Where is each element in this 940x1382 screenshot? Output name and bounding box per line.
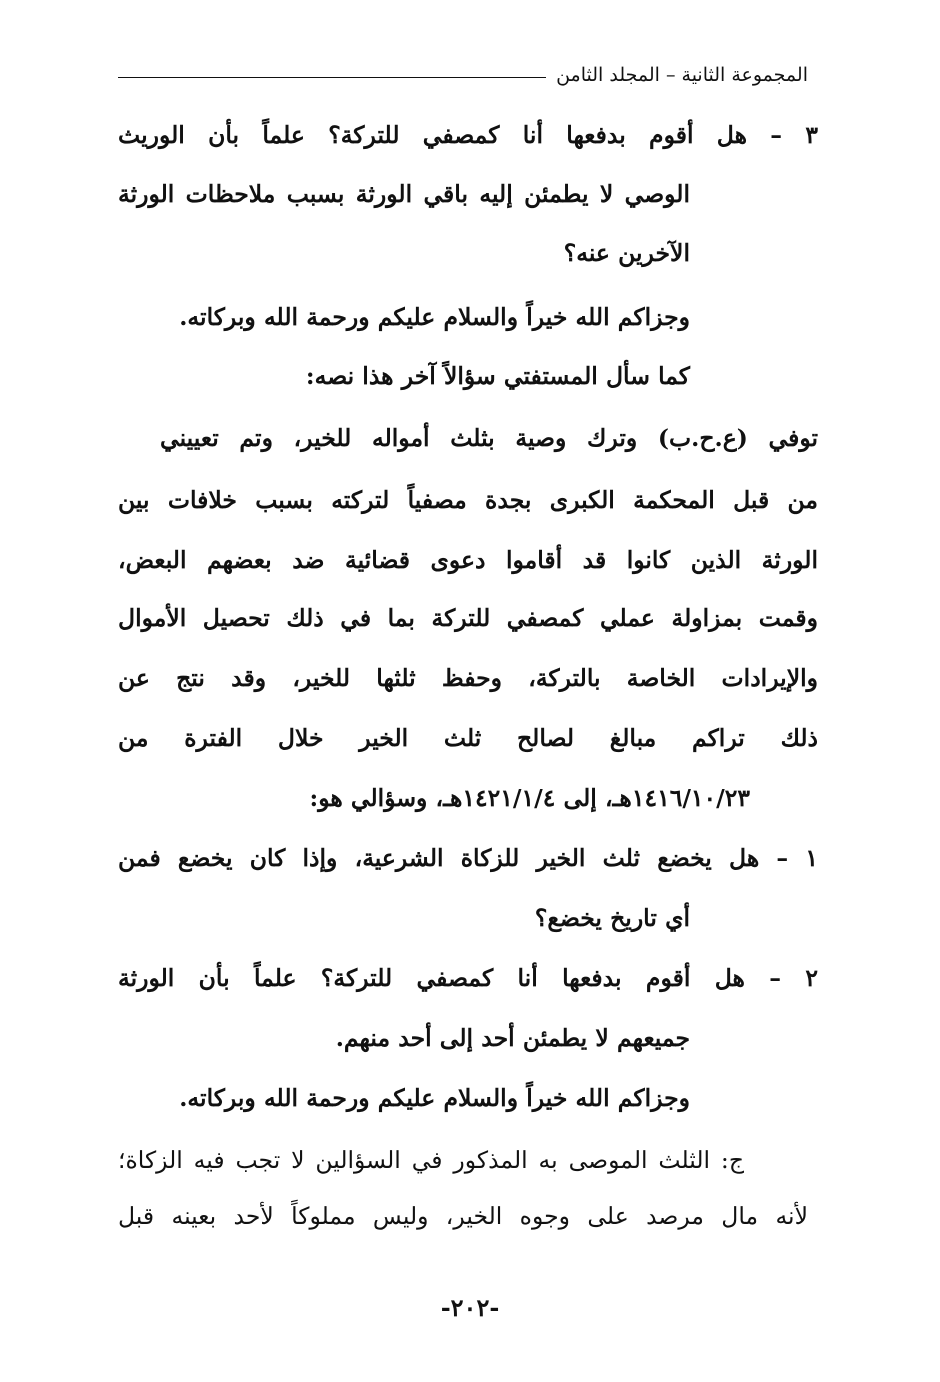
text-line: وجزاكم الله خيراً والسلام عليكم ورحمة الله وبركاته. — [179, 303, 690, 331]
text-line: ٣ – هل أقوم بدفعها أنا كمصفي للتركة؟ علماً بأن الوريث — [118, 121, 818, 149]
text-line: وجزاكم الله خيراً والسلام عليكم ورحمة الله وبركاته. — [179, 1084, 690, 1112]
text-line: والإيرادات الخاصة بالتركة، وحفظ ثلثها للخير، وقد نتج عن — [118, 664, 818, 692]
page-number: -٢٠٢- — [440, 1293, 500, 1322]
running-header — [118, 60, 808, 90]
text-line: الآخرين عنه؟ — [563, 239, 690, 267]
text-line: وقمت بمزاولة عملي كمصفي للتركة بما في ذلك تحصيل الأموال — [118, 604, 818, 632]
text-line: ١٤١٦/١٠/٢٣هـ، إلى ١٤٢١/١/٤هـ، وسؤالي هو: — [309, 784, 750, 812]
text-line: جميعهم لا يطمئن أحد إلى أحد منهم. — [335, 1024, 690, 1052]
text-line: الورثة الذين كانوا قد أقاموا دعوى قضائية ضد بعضهم البعض، — [118, 546, 818, 574]
text-line: أي تاريخ يخضع؟ — [534, 904, 690, 932]
text-line: ١ – هل يخضع ثلث الخير للزكاة الشرعية، وإذا كان يخضع فمن — [118, 844, 818, 872]
header-title: المجموعة الثانية – المجلد الثامن — [556, 64, 808, 86]
text-line: ج: الثلث الموصى به المذكور في السؤالين لا تجب فيه الزكاة؛ — [118, 1146, 744, 1174]
text-line: كما سأل المستفتي سؤالاً آخر هذا نصه: — [305, 362, 690, 390]
text-line: ٢ – هل أقوم بدفعها أنا كمصفي للتركة؟ علماً بأن الورثة — [118, 964, 818, 992]
header-rule — [118, 77, 546, 78]
text-line: ذلك تراكم مبالغ لصالح ثلث الخير خلال الفترة من — [118, 724, 818, 752]
text-line: توفي (ع.ح.ب) وترك وصية بثلث أمواله للخير، وتم تعييني — [160, 424, 818, 452]
text-line: الوصي لا يطمئن إليه باقي الورثة بسبب ملاحظات الورثة — [118, 180, 690, 208]
text-line: من قبل المحكمة الكبرى بجدة مصفياً لتركته بسبب خلافات بين — [118, 486, 818, 514]
text-line: لأنه مال مرصد على وجوه الخير، وليس مملوكاً لأحد بعينه قبل — [118, 1202, 808, 1230]
